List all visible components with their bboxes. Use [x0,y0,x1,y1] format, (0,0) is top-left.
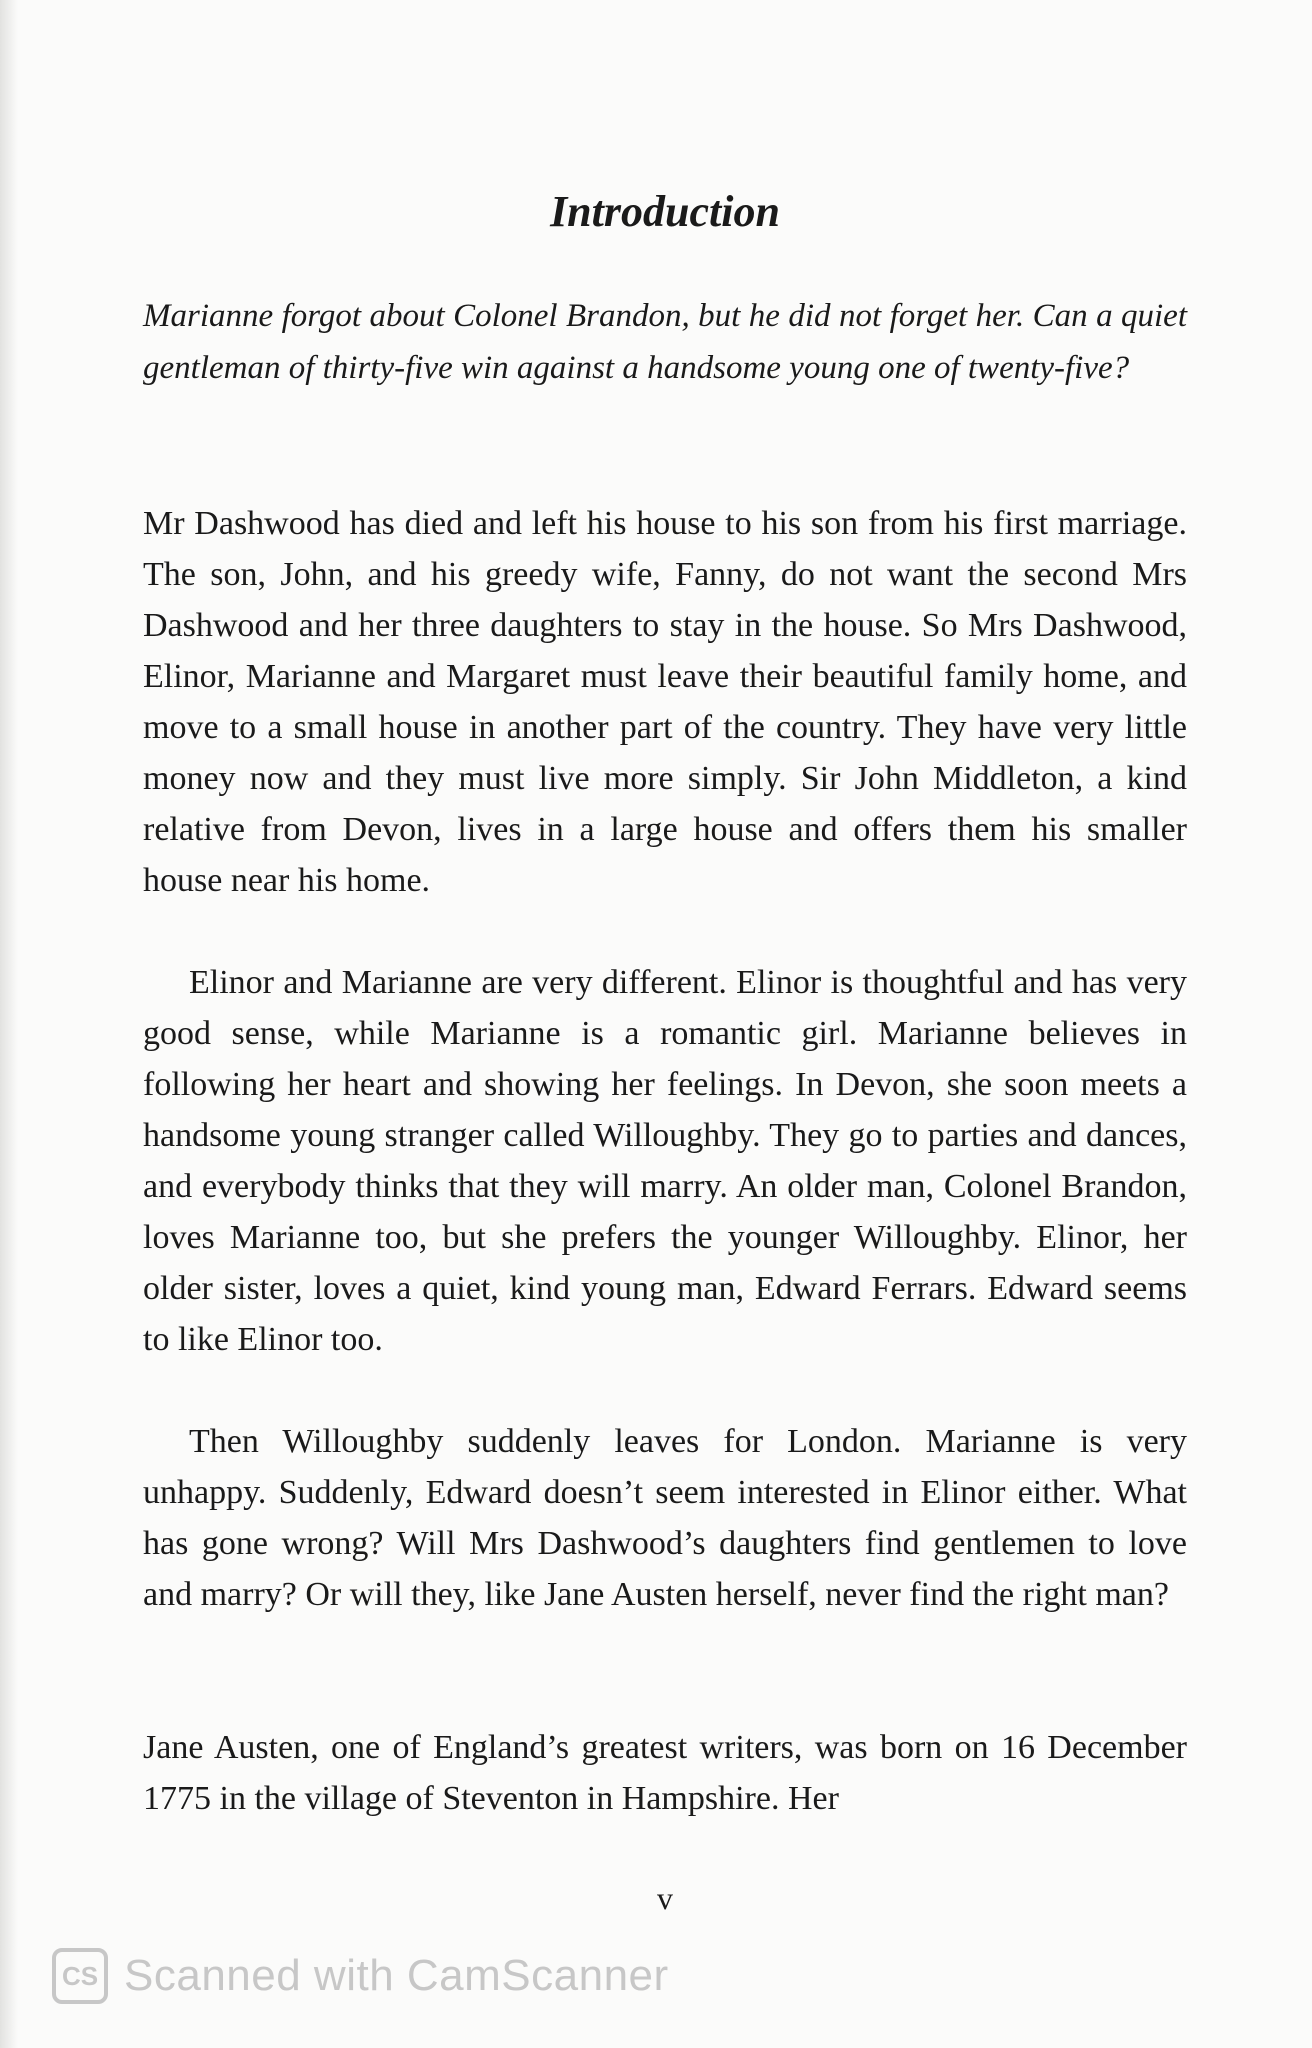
body-paragraph-1: Mr Dashwood has died and left his house to his son from his first marriage. The son, John, and his greedy wife, Fanny, do not want the second Mrs Dashwood and her three daughters to stay in the house. So Mrs Dashwood, Elinor, Marianne and Margaret must leave their beautiful family home, and move to a small house in another part of the country. They have very little money now and they must live more simply. Sir John Middleton, a kind relative from Devon, lives in a large house and offers them his smaller house near his home. [143,505,1187,899]
page-number: v [657,1880,673,1916]
page-title: Introduction [550,187,780,236]
page-edge-shadow [0,0,18,2048]
camscanner-watermark [52,1944,669,2008]
teaser-paragraph: Marianne forgot about Colonel Brandon, but he did not forget her. Can a quiet gentleman of thirty-five win against a handsome young one of twenty-five? [143,298,1187,386]
body-paragraph-3: Then Willoughby suddenly leaves for London. Marianne is very unhappy. Suddenly, Edward doesn’t seem interested in Elinor either. What has gone wrong? Will Mrs Dashwood’s daughters find gentlemen to love and marry? Or will they, like Jane Austen herself, never find the right man? [143,1423,1187,1613]
body-paragraph-2: Elinor and Marianne are very different. Elinor is thoughtful and has very good sense, while Marianne is a romantic girl. Marianne believes in following her heart and showing her feelings. In Devon, she soon meets a handsome young stranger called Willoughby. They go to parties and dances, and everybody thinks that they will marry. An older man, Colonel Brandon, loves Marianne too, but she prefers the younger Willoughby. Elinor, her older sister, loves a quiet, kind young man, Edward Ferrars. Edward seems to like Elinor too. [143,964,1187,1358]
body-paragraph-4: Jane Austen, one of England’s greatest writers, was born on 16 December 1775 in the village of Steventon in Hampshire. Her [143,1729,1187,1817]
watermark-text: Scanned with CamScanner [124,1951,669,2000]
camscanner-logo-icon: CS [52,1948,108,2004]
